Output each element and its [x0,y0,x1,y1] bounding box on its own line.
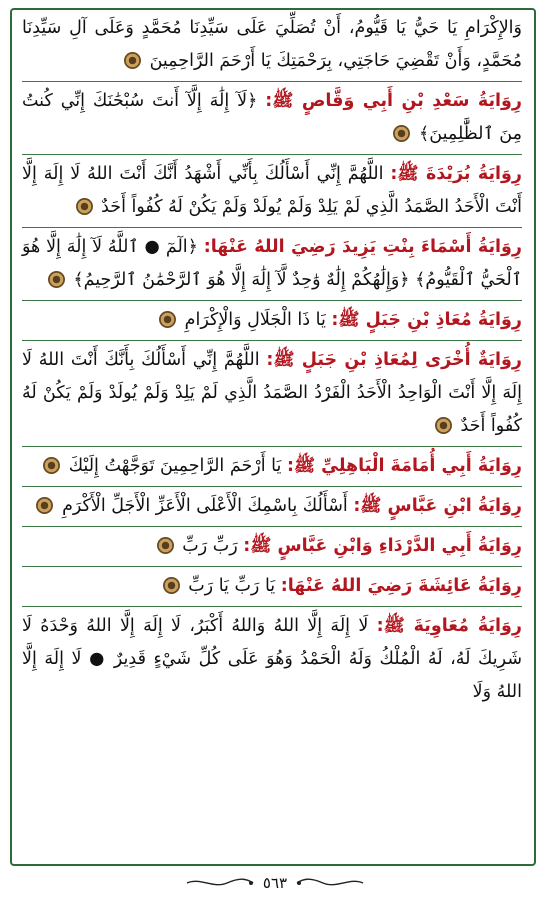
ornament-icon [295,876,365,890]
narrator-label: رِوَايَةُ مُعَاوِيَةَ ﷺ: [376,616,522,636]
paragraph-3 [22,158,522,224]
medallion-icon [36,497,53,514]
narrator-label: رِوَايَةُ ابْنِ عَبَّاسٍ ﷺ: [353,496,522,516]
narrator-label: رِوَايَةٌ أُخْرَى لِمُعَاذِ بْنِ جَبَلٍ ﷺ: [266,350,522,370]
narrator-label: رِوَايَةُ بُرَيْدَةَ ﷺ: [390,164,522,184]
paragraph-text: اللَّهُمَّ إِنِّي أَسْأَلُكَ بِأَنَّكَ أَنْتَ اللهُ لَا إِلَهَ إِلَّا أَنْتَ الْوَاحِدُ الْأَحَدُ الْفَرْدُ الصَّمَدُ الَّذِي لَمْ يَلِدْ وَلَمْ يُولَدْ وَلَمْ يَكُنْ لَهُ كُفُواً أَحَدٌ [22,350,522,436]
medallion-icon [163,577,180,594]
paragraph-text: يَا أَرْحَمَ الرَّاحِمِينَ تَوَجَّهْتُ إِلَيْكَ [68,456,282,476]
divider [22,566,522,567]
divider [22,227,522,228]
paragraph-6 [22,344,522,443]
paragraph-text: يَا ذَا الْجَلَالِ وَالْإِكْرَامِ [184,310,326,330]
paragraph-7 [22,450,522,483]
narrator-label: رِوَايَةُ أَبِي الدَّرْدَاءِ وَابْنِ عَبَّاسٍ ﷺ: [243,536,522,556]
medallion-icon [435,417,452,434]
divider [22,526,522,527]
divider [22,154,522,155]
page-footer [0,868,550,898]
medallion-icon [124,52,141,69]
paragraph-5 [22,304,522,337]
divider [22,446,522,447]
paragraph-text: اللَّهُمَّ إِنِّي أَسْأَلُكَ بِأَنِّي أَشْهَدُ أَنَّكَ أَنْتَ اللهُ لَا إِلَهَ إِلَّا أَنْتَ الْأَحَدُ الصَّمَدُ الَّذِي لَمْ يَلِدْ وَلَمْ يُولَدْ وَلَمْ يَكُنْ لَهُ كُفُواً أَحَدٌ [22,164,522,217]
medallion-icon [48,271,65,288]
medallion-icon [76,198,93,215]
medallion-icon [43,457,60,474]
page-number: ٥٦٣ [262,874,288,892]
divider [22,81,522,82]
page-content [12,10,534,709]
narrator-label: رِوَايَةُ سَعْدِ بْنِ أَبِي وَقَّاصٍ ﷺ: [265,91,522,111]
paragraph-8 [22,490,522,523]
paragraph-1 [22,12,522,78]
paragraph-text: رَبِّ رَبِّ [182,536,238,556]
medallion-icon [393,125,410,142]
paragraph-9 [22,530,522,563]
narrator-label: رِوَايَةُ أَبِي أُمَامَةَ الْبَاهِلِيِّ ﷺ: [286,456,522,476]
ornament-icon [185,876,255,890]
medallion-icon [157,537,174,554]
narrator-label: رِوَايَةُ عَائِشَةَ رَضِيَ اللهُ عَنْهَا: [280,576,522,596]
paragraph-text: ﴿لَآ إِلَٰهَ إِلَّآ أَنتَ سُبْحَٰنَكَ إِنِّي كُنتُ مِنَ ٱلظَّٰلِمِينَ﴾ [22,91,522,144]
paragraph-4 [22,231,522,297]
divider [22,606,522,607]
paragraph-text: لَا إِلَهَ إِلَّا اللهُ وَاللهُ أَكْبَرُ، لَا إِلَهَ إِلَّا اللهُ وَحْدَهُ لَا شَرِيكَ لَهُ، لَهُ الْمُلْكُ وَلَهُ الْحَمْدُ وَهُوَ عَلَى كُلِّ شَيْءٍ قَدِيرٌ ● لَا إِلَهَ إِلَّا اللهُ وَلَا [22,616,522,702]
narrator-label: رِوَايَةُ مُعَاذِ بْنِ جَبَلٍ ﷺ: [331,310,522,330]
narrator-label: رِوَايَةُ أَسْمَاءَ بِنْتِ يَزِيدَ رَضِيَ اللهُ عَنْهَا: [203,237,522,257]
paragraph-text: أَسْأَلُكَ بِاسْمِكَ الْأَعْلَى الْأَعَزِّ الْأَجَلِّ الْأَكْرَمِ [62,496,348,516]
divider [22,300,522,301]
paragraph-10 [22,570,522,603]
page-frame [10,8,536,866]
paragraph-text: يَا رَبِّ يَا رَبِّ [188,576,276,596]
divider [22,340,522,341]
paragraph-11 [22,610,522,709]
divider [22,486,522,487]
paragraph-text: وَالإِكْرَامِ يَا حَيُّ يَا قَيُّومُ، أَنْ تُصَلِّيَ عَلَى سَيِّدِنَا مُحَمَّدٍ وَعَلَى آلِ سَيِّدِنَا مُحَمَّدٍ، وَأَنْ تَقْضِيَ حَاجَتِي، بِرَحْمَتِكَ يَا أَرْحَمَ الرَّاحِمِينَ [22,18,522,71]
paragraph-2 [22,85,522,151]
medallion-icon [159,311,176,328]
paragraph-text: ﴿الٓمٓ ● ٱللَّهُ لَآ إِلَٰهَ إِلَّا هُوَ ٱلْحَيُّ ٱلْقَيُّومُ﴾ ﴿وَإِلَٰهُكُمْ إِلَٰهٌ وَٰحِدٌ لَّآ إِلَٰهَ إِلَّا هُوَ ٱلرَّحْمَٰنُ ٱلرَّحِيمُ﴾ [22,237,522,290]
